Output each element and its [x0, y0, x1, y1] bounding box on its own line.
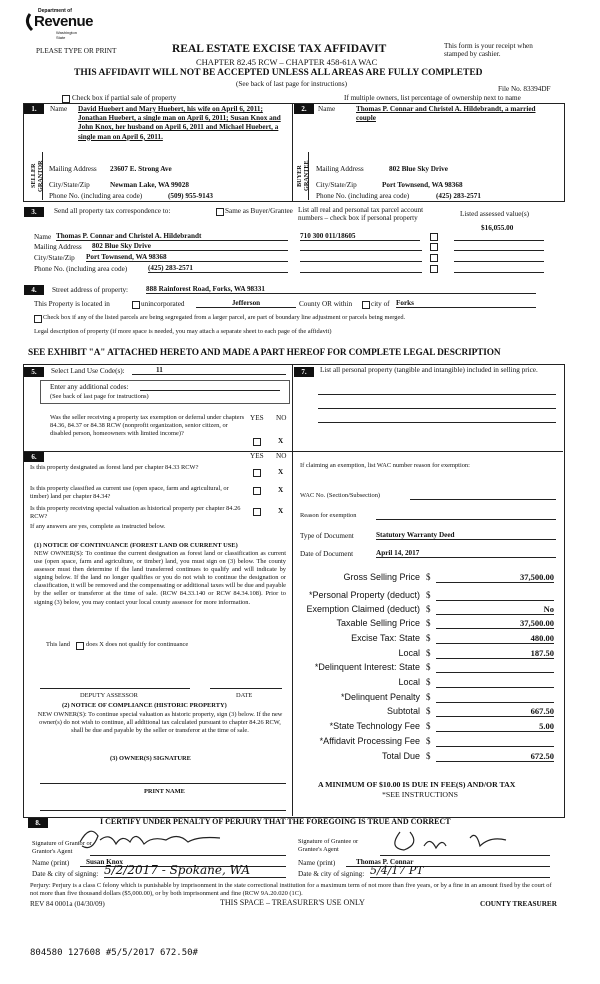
grantee-signature-label: Signature of Grantee or Grantee's Agent	[298, 838, 359, 853]
grantor-name-label: Name (print)	[32, 859, 70, 867]
notice-continuance-body: NEW OWNER(S): To continue the current designation as forest land or classification as current use (open space, farm and agriculture, or timber) land, you must sign on (3) below. The county assessor must then determine if the land transferred continues to qualify and will indicate by signing below. If the land no longer qualifies or you do not wish to continue the designation or classification, it will be removed and the compensating or additional taxes will be due and payable by the seller or transferor at the time of sale. (RCW 84.33.140 or RCW 84.34.108). Prior to signing (3) below, you may contact your local county assessor for more information.	[34, 550, 286, 606]
parcel-personal-checkbox-4[interactable]	[430, 265, 438, 273]
fee-dollar-penalty: $	[426, 692, 431, 702]
grantee-name-label: Name (print)	[298, 859, 336, 867]
assessed-header: Listed assessed value(s)	[460, 210, 530, 218]
fee-label-interest-state: *Delinquent Interest: State	[314, 662, 420, 672]
fee-label-excise-state: Excise Tax: State	[351, 633, 420, 643]
segregated-checkbox[interactable]	[34, 315, 42, 323]
section-5-number: 5.	[24, 367, 44, 377]
fee-label-taxable: Taxable Selling Price	[336, 618, 420, 628]
land-use-code: 11	[132, 366, 286, 375]
warning-text: THIS AFFIDAVIT WILL NOT BE ACCEPTED UNLESS ALL AREAS ARE FULLY COMPLETED	[74, 68, 483, 78]
corr-phone: (425) 283-2571	[148, 264, 288, 273]
form-revision: REV 84 0001a (04/30/09)	[30, 900, 105, 908]
same-as-buyer-checkbox[interactable]	[216, 208, 224, 216]
file-number: File No. 83394DF	[498, 85, 551, 93]
corr-phone-label: Phone No. (including area code)	[34, 265, 128, 273]
fee-dollar-interest-local: $	[426, 677, 431, 687]
fee-label-subtotal: Subtotal	[386, 706, 420, 716]
form-chapter: CHAPTER 82.45 RCW – CHAPTER 458-61A WAC	[196, 57, 378, 67]
document-date-label: Date of Document	[300, 550, 354, 558]
treasurer-space-label: THIS SPACE – TREASURER'S USE ONLY	[220, 898, 365, 907]
fee-dollar-excise-state: $	[426, 633, 431, 643]
s6-no: NO	[276, 452, 287, 460]
send-correspondence-label: Send all property tax correspondence to:	[54, 207, 171, 215]
buyer-name: Thomas P. Connar and Christel A. Hildebrandt, a married couple	[356, 105, 536, 123]
segregated-label: Check box if any of the listed parcels are being segregated from a larger parcel, are part of boundary line adjustment or parcels being merged.	[43, 314, 406, 321]
seller-mailing: 23607 E. Strong Ave	[110, 165, 172, 173]
grantor-name: Susan Knox	[80, 858, 286, 867]
grantee-name: Thomas P. Connar	[346, 858, 550, 867]
s5-no: NO	[276, 414, 287, 422]
print-name-label: PRINT NAME	[144, 788, 185, 795]
fee-value-technology: 5.00	[436, 721, 554, 732]
buyer-phone: (425) 283-2571	[436, 192, 481, 200]
unincorporated-label: unincorporated	[141, 300, 185, 308]
document-date: April 14, 2017	[376, 549, 556, 558]
this-land-label: This land	[46, 641, 70, 648]
section-1-number: 1.	[24, 104, 44, 114]
grantee-signature-icon	[380, 826, 530, 858]
personal-property-label: List all personal property (tangible and intangible) included in selling price.	[320, 366, 538, 374]
s6-yes: YES	[250, 452, 264, 460]
forest-land-question: Is this property designated as forest land per chapter 84.33 RCW?	[30, 464, 199, 471]
section-4-number: 4.	[24, 285, 44, 295]
fee-label-exemption: Exemption Claimed (deduct)	[306, 604, 420, 614]
parcel-personal-checkbox-1[interactable]	[430, 233, 438, 241]
county-treasurer-label: COUNTY TREASURER	[480, 900, 557, 908]
seller-phone-label: Phone No. (including area code)	[49, 192, 143, 200]
seller-grantor-label: SELLER GRANTOR	[30, 160, 44, 192]
seller-name-label: Name	[50, 105, 68, 113]
see-back-note: (See back of last page for instructions)	[236, 80, 347, 88]
section-2-number: 2.	[294, 104, 314, 114]
seller-mailing-label: Mailing Address	[49, 165, 97, 173]
grantee-date-city: 5/4/17 PT	[370, 864, 550, 878]
deputy-assessor-label: DEPUTY ASSESSOR	[80, 692, 138, 699]
fee-dollar-excise-local: $	[426, 648, 431, 658]
additional-codes-label: Enter any additional codes:	[50, 383, 129, 391]
exemption-no-mark: X	[278, 437, 284, 445]
multiple-owners-note: If multiple owners, list percentage of ownership next to name	[344, 94, 521, 102]
fee-dollar-technology: $	[426, 721, 431, 731]
section-6-number: 6.	[24, 452, 44, 462]
type-or-print: PLEASE TYPE OR PRINT	[36, 47, 117, 55]
historical-no-mark: X	[278, 507, 284, 515]
located-label: This Property is located in	[34, 300, 110, 308]
fee-label-gross: Gross Selling Price	[343, 572, 420, 582]
exemption-yes-checkbox[interactable]	[253, 438, 261, 446]
s5-yes: YES	[250, 414, 264, 422]
fee-label-technology: *State Technology Fee	[329, 721, 420, 731]
fee-label-penalty: *Delinquent Penalty	[340, 692, 420, 702]
seller-city-label: City/State/Zip	[49, 181, 90, 189]
document-type-label: Type of Document	[300, 532, 354, 540]
property-county: Jefferson	[196, 299, 296, 308]
buyer-name-label: Name	[318, 105, 336, 113]
grantor-signature-label: Signature of Grantor or Grantor's Agent	[32, 840, 92, 855]
buyer-grantee-label: BUYER GRANTEE	[296, 160, 310, 192]
logo-sub: Washington State	[56, 30, 77, 40]
current-use-no-mark: X	[278, 486, 284, 494]
qualify-label: does X does not qualify for continuance	[86, 641, 189, 648]
fee-dollar-interest-state: $	[426, 662, 431, 672]
buyer-mailing-label: Mailing Address	[316, 165, 364, 173]
section-3-number: 3.	[24, 207, 44, 217]
corr-mailing: 802 Blue Sky Drive	[92, 242, 288, 251]
street-label: Street address of property:	[52, 286, 129, 294]
fee-value-excise-state: 480.00	[436, 633, 554, 644]
property-city: Forks	[396, 299, 536, 308]
minimum-fee-note: A MINIMUM OF $10.00 IS DUE IN FEE(S) AND/OR TAX	[318, 780, 516, 789]
corr-name: Thomas P. Connar and Christel A. Hildebrandt	[56, 232, 288, 241]
current-use-yes-checkbox[interactable]	[253, 487, 261, 495]
forest-land-no-mark: X	[278, 468, 284, 476]
historical-yes-checkbox[interactable]	[253, 508, 261, 516]
certify-statement: I CERTIFY UNDER PENALTY OF PERJURY THAT THE FOREGOING IS TRUE AND CORRECT	[100, 817, 451, 826]
grantor-date-label: Date & city of signing:	[32, 870, 99, 878]
owner-signature-label: (3) OWNER(S) SIGNATURE	[110, 755, 191, 762]
seller-city: Newman Lake, WA 99028	[110, 181, 189, 189]
parcel-personal-checkbox-2[interactable]	[430, 243, 438, 251]
partial-sale-label: Check box if partial sale of property	[72, 94, 177, 102]
fee-label-interest-local: Local	[398, 677, 420, 687]
fee-value-total: 672.50	[436, 751, 554, 762]
buyer-phone-label: Phone No. (including area code)	[316, 192, 410, 200]
section5-see-back: (See back of last page for instructions)	[50, 393, 149, 400]
corr-name-label: Name	[34, 233, 52, 241]
property-street: 888 Rainforest Road, Forks, WA 98331	[146, 285, 536, 294]
grantee-date-label: Date & city of signing:	[298, 870, 365, 878]
section-7-number: 7.	[294, 367, 314, 377]
fee-value-exemption: No	[436, 604, 554, 615]
fee-dollar-exemption: $	[426, 604, 431, 614]
parcel-header: List all real and personal tax parcel account numbers – check box if personal property	[298, 206, 424, 222]
land-use-label: Select Land Use Code(s):	[51, 367, 125, 375]
historical-question: Is this property receiving special valuation as historical property per chapter 84.26 RCW?	[30, 505, 241, 520]
fee-dollar-processing: $	[426, 736, 431, 746]
buyer-mailing: 802 Blue Sky Drive	[389, 165, 448, 173]
city-of-label: city of	[371, 300, 390, 308]
deputy-date-label: DATE	[236, 692, 253, 699]
fee-value-interest-local	[436, 677, 554, 688]
assessed-value: $16,055.00	[481, 224, 514, 232]
unincorporated-checkbox[interactable]	[132, 301, 140, 309]
see-instructions-note: *SEE INSTRUCTIONS	[382, 790, 459, 799]
buyer-city-label: City/State/Zip	[316, 181, 357, 189]
corr-city: Port Townsend, WA 98368	[86, 253, 288, 262]
parcel-personal-checkbox-3[interactable]	[430, 254, 438, 262]
partial-sale-checkbox[interactable]	[62, 95, 70, 103]
city-checkbox[interactable]	[362, 301, 370, 309]
exemption-wac-label: If claiming an exemption, list WAC number reason for exemption:	[300, 462, 470, 469]
fee-dollar-taxable: $	[426, 618, 431, 628]
fee-label-processing: *Affidavit Processing Fee	[319, 736, 420, 746]
fee-dollar-gross: $	[426, 572, 431, 582]
fee-value-personal	[436, 590, 554, 601]
document-type: Statutory Warranty Deed	[376, 531, 556, 540]
current-use-question: Is this property classified as current use (open space, farm and agricultural, or timber) land per chapter 84.34?	[30, 485, 229, 500]
notice-continuance-title: (1) NOTICE OF CONTINUANCE (FOREST LAND OR CURRENT USE)	[34, 542, 238, 549]
corr-mailing-label: Mailing Address	[34, 243, 82, 251]
fee-dollar-personal: $	[426, 590, 431, 600]
wac-number-label: WAC No. (Section/Subsection)	[300, 492, 381, 499]
corr-city-label: City/State/Zip	[34, 254, 75, 262]
any-yes-note: If any answers are yes, complete as instructed below.	[30, 523, 166, 530]
county-or-within-label: County OR within	[299, 300, 353, 308]
notice-compliance-title: (2) NOTICE OF COMPLIANCE (HISTORIC PROPERTY)	[62, 702, 227, 709]
fee-value-subtotal: 667.50	[436, 706, 554, 717]
buyer-city: Port Townsend, WA 98368	[382, 181, 463, 189]
reason-exemption-label: Reason for exemption	[300, 512, 357, 519]
exemption-question: Was the seller receiving a property tax exemption or deferral under chapters 84.36, 84.37 or 84.38 RCW (nonprofit organization, senior citizen, or disabled person, homeowners with limited income)?	[50, 414, 245, 437]
fee-label-total: Total Due	[381, 751, 420, 761]
perjury-notice: Perjury: Perjury is a class C felony which is punishable by imprisonment in the state correctional institution for a maximum term of not more than five years, or by a fine in an amount fixed by the court of not more than five thousand dollars ($5,000.00), or by both imprisonment and fine (RCW 9A.20.020 (1C).	[30, 882, 552, 897]
cashier-stamp: 804580 127608 #5/5/2017 672.50#	[30, 948, 198, 958]
dor-logo	[22, 6, 94, 40]
fee-label-personal: *Personal Property (deduct)	[308, 590, 420, 600]
notice-compliance-body: NEW OWNER(S): To continue special valuation as historic property, sign (3) below. If the new owner(s) do not wish to continue, all additional tax calculated pursuant to chapter 84.26 RCW, shall be due and payable by the seller or transferor at the time of sale.	[37, 711, 283, 735]
grantor-date-city: 5/2/2017 - Spokane, WA	[104, 863, 286, 878]
fee-dollar-total: $	[426, 751, 431, 761]
form-title: REAL ESTATE EXCISE TAX AFFIDAVIT	[172, 43, 387, 55]
fee-label-excise-local: Local	[398, 648, 420, 658]
fee-value-penalty	[436, 692, 554, 703]
receipt-note: This form is your receipt when stamped by cashier.	[444, 42, 533, 58]
same-as-buyer-label: Same as Buyer/Grantee	[225, 207, 293, 215]
legal-description-label: Legal description of property (if more space is needed, you may attach a separate sheet to each page of the affidavit)	[34, 328, 332, 335]
does-qualify-checkbox[interactable]	[76, 642, 84, 650]
exhibit-a-text: SEE EXHIBIT "A" ATTACHED HERETO AND MADE A PART HEREOF FOR COMPLETE LEGAL DESCRIPTION	[28, 348, 501, 358]
logo-word: Revenue	[34, 13, 94, 30]
seller-name: David Huebert and Mary Huebert, his wife on April 6, 2011; Jonathan Huebert, a single man on April 6, 2011; Susan Knox and John Knox, her husband on April 6, 2011 and Michael Huebert, a single man on April 6, 2011.	[78, 105, 281, 141]
grantor-signature-icon	[70, 822, 270, 858]
seller-phone: (509) 955-9143	[168, 192, 213, 200]
section-8-number: 8.	[28, 818, 48, 828]
fee-value-taxable: 37,500.00	[436, 618, 554, 629]
fee-value-interest-state	[436, 662, 554, 673]
fee-dollar-subtotal: $	[426, 706, 431, 716]
logo-top: Department of	[38, 8, 72, 14]
fee-value-gross: 37,500.00	[436, 572, 554, 583]
parcel-number: 710 300 011/18605	[300, 232, 420, 241]
fee-value-excise-local: 187.50	[436, 648, 554, 659]
forest-land-yes-checkbox[interactable]	[253, 469, 261, 477]
fee-value-processing	[436, 736, 554, 747]
